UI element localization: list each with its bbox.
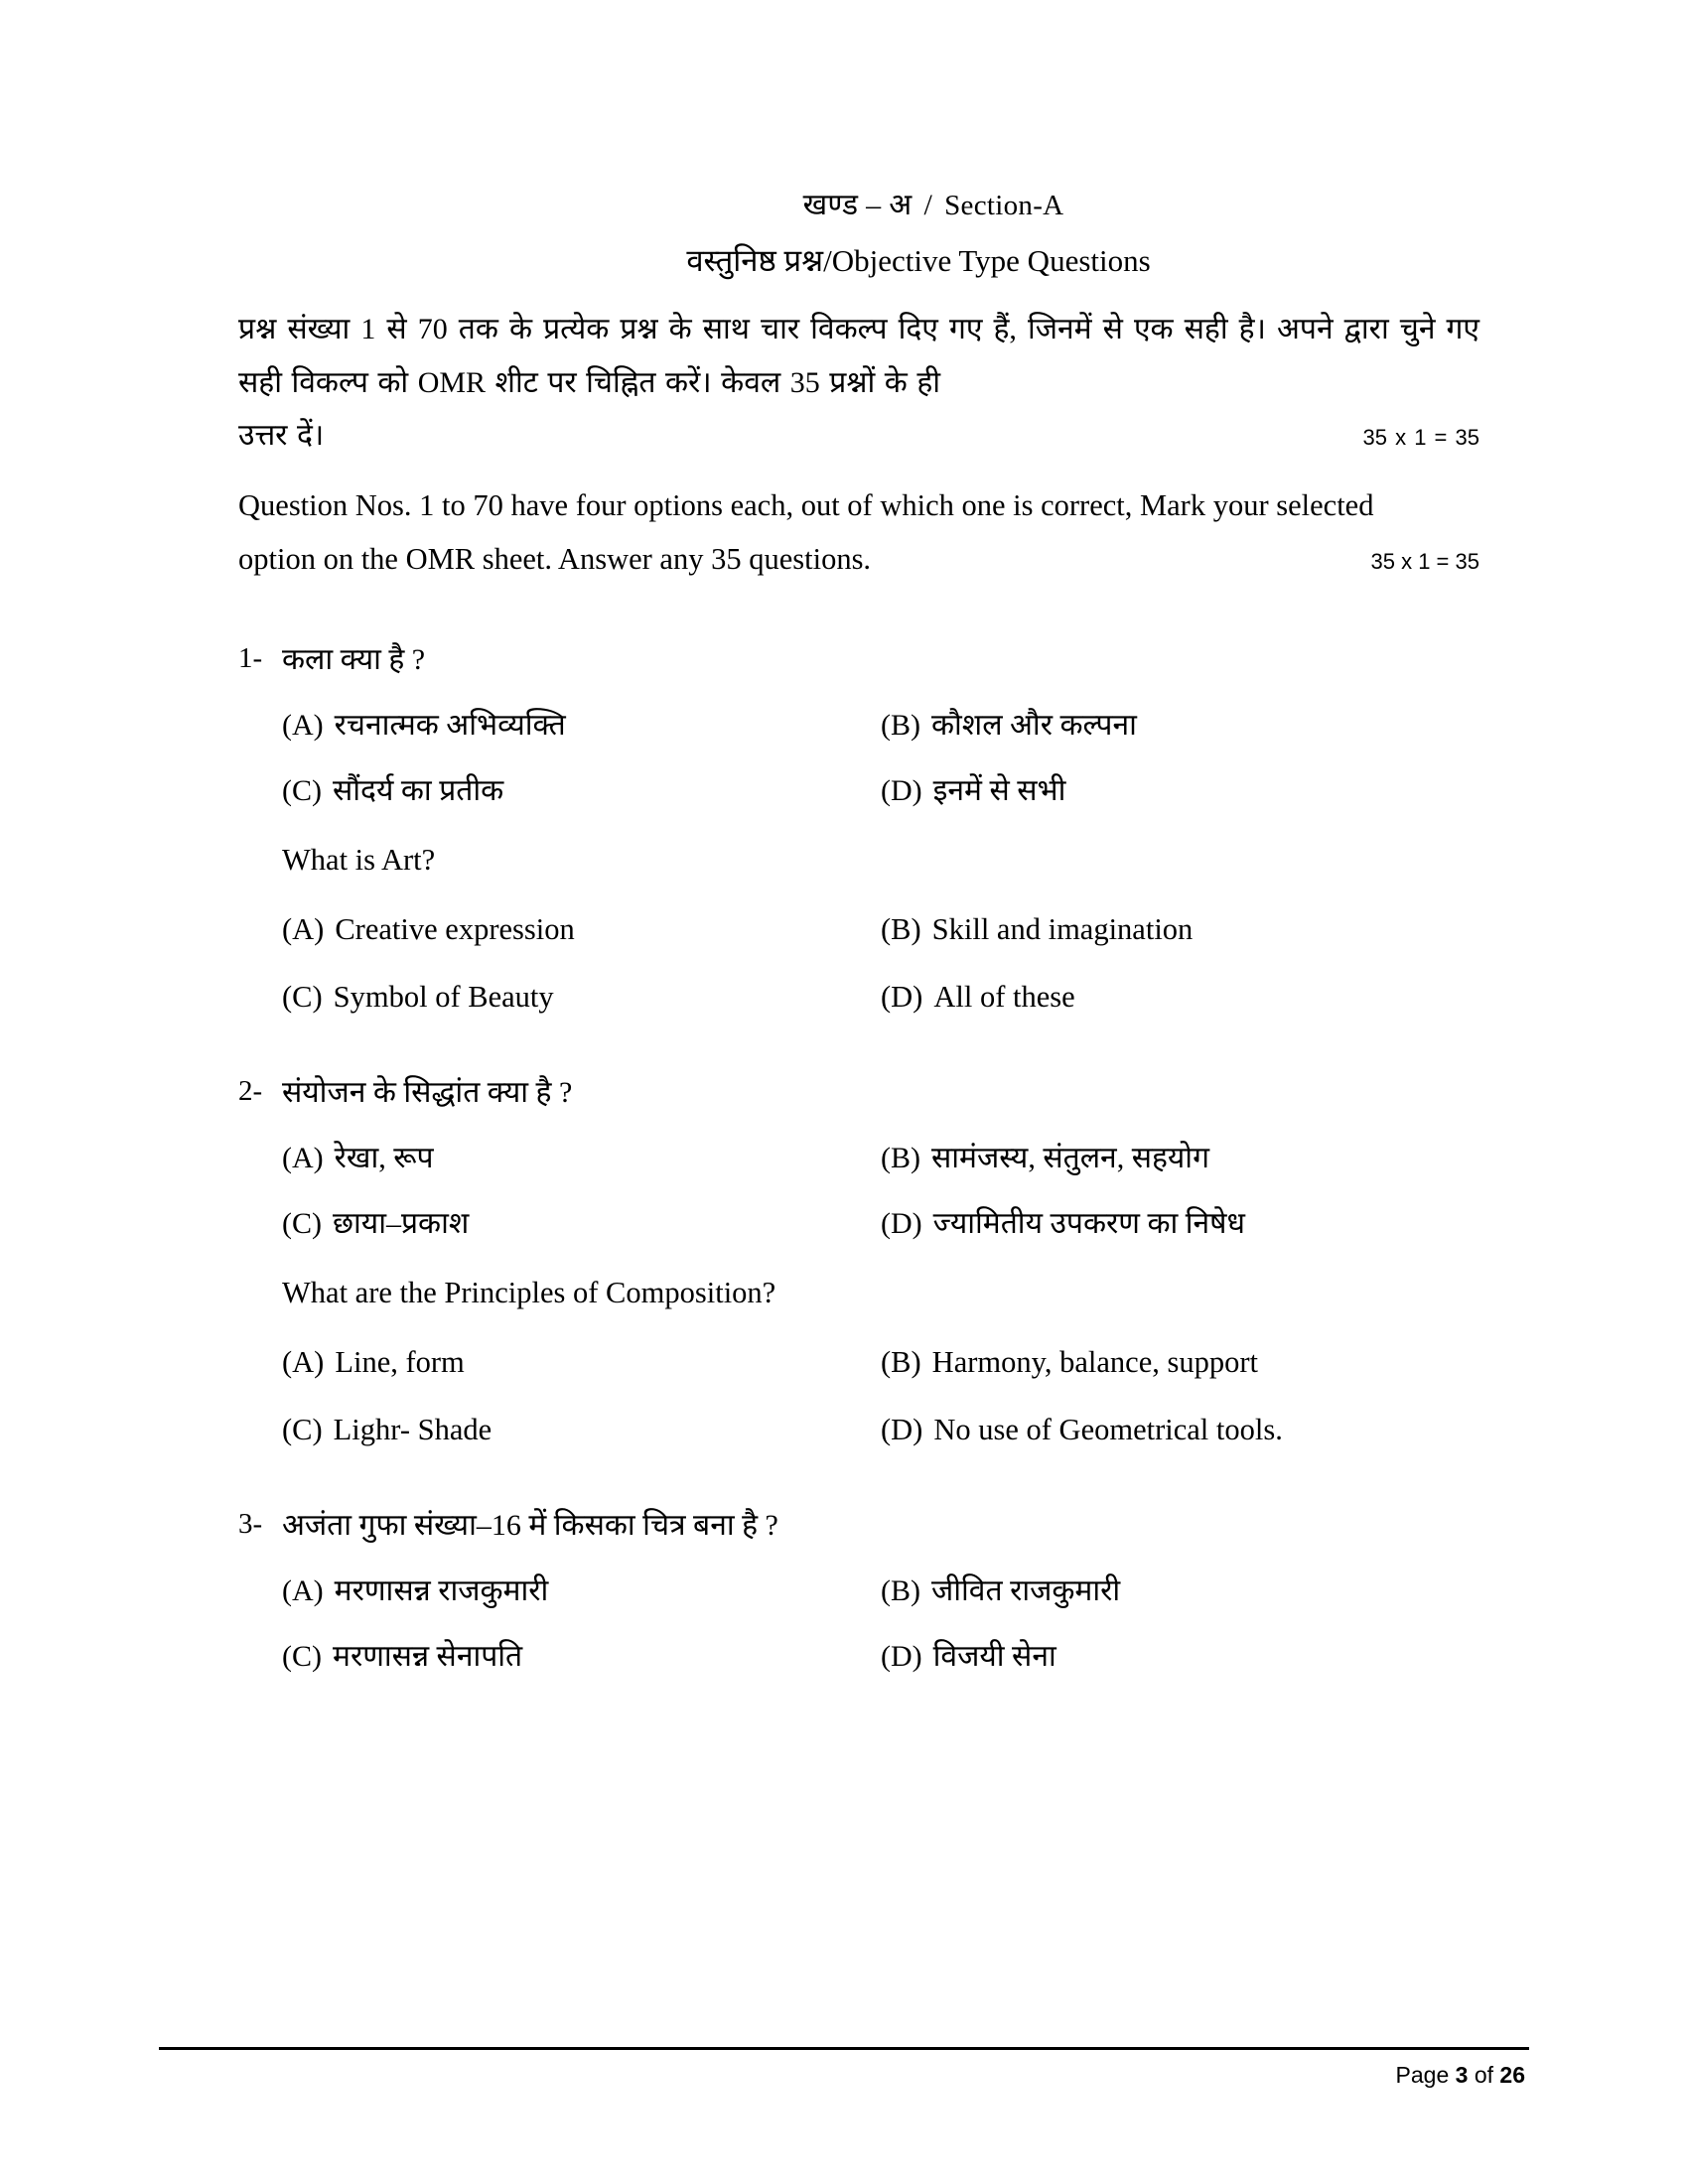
question-number: 2- (238, 1075, 263, 1108)
instructions-english-text: Question Nos. 1 to 70 have four options each, out of which one is correct, Mark your selected (238, 487, 1374, 522)
option-text: छाया–प्रकाश (333, 1206, 470, 1240)
section-heading (238, 184, 1479, 226)
option-label: (C) (282, 980, 323, 1015)
option-text: No use of Geometrical tools. (933, 1413, 1283, 1447)
instructions-english (238, 478, 1479, 587)
question-number: 1- (238, 642, 263, 675)
option-row (282, 907, 1479, 951)
section-heading-english: Section-A (944, 190, 1064, 221)
option-text: जीवित राजकुमारी (931, 1574, 1121, 1608)
instructions-hindi-text: प्रश्न संख्या 1 से 70 तक के प्रत्येक प्रश्न के साथ चार विकल्प दिए गए हैं, जिनमें से एक सही है। अपने द्वारा चुने गए सही विकल्प को OMR शीट पर चिह्नित करें। केवल 35 प्रश्नों के ही (238, 313, 1479, 399)
options-english (238, 907, 1479, 1019)
option-label: (B) (881, 709, 920, 743)
option-a[interactable] (282, 704, 881, 748)
question-block (238, 1070, 1479, 1451)
option-text: सामंजस्य, संतुलन, सहयोग (931, 1142, 1209, 1175)
option-row (282, 704, 1479, 748)
option-label: (B) (881, 1142, 920, 1175)
option-text: Creative expression (335, 911, 575, 946)
marks-hindi: 35 x 1 = 35 (1362, 425, 1479, 451)
subsection-heading-english: Objective Type Questions (831, 242, 1151, 278)
option-label: (C) (282, 1206, 322, 1240)
option-label: (D) (881, 1206, 922, 1240)
option-b-en[interactable] (881, 907, 1479, 951)
option-text: इनमें से सभी (932, 773, 1066, 807)
option-row (282, 1202, 1479, 1246)
option-text: Line, form (335, 1345, 465, 1380)
option-row (282, 1408, 1479, 1451)
option-label: (A) (282, 1142, 324, 1175)
option-d-en[interactable] (881, 975, 1479, 1019)
page-of-label: of (1474, 2062, 1494, 2088)
section-heading-hindi: खण्ड – अ (802, 189, 913, 221)
instructions-hindi (238, 303, 1479, 462)
option-c[interactable] (282, 769, 881, 813)
option-text: रेखा, रूप (334, 1142, 434, 1175)
option-c-en[interactable] (282, 1408, 881, 1451)
option-b-en[interactable] (881, 1340, 1479, 1384)
option-label: (C) (282, 773, 322, 807)
option-text: मरणासन्न राजकुमारी (334, 1574, 549, 1608)
page-footer (159, 2047, 1529, 2089)
options-hindi (238, 1570, 1479, 1678)
instructions-english-lastline: option on the OMR sheet. Answer any 35 questions. (238, 541, 872, 576)
option-d[interactable] (881, 769, 1479, 813)
option-text: मरणासन्न सेनापति (333, 1639, 523, 1673)
marks-english: 35 x 1 = 35 (1370, 548, 1479, 574)
question-block (238, 1503, 1479, 1678)
question-text-hindi: कला क्या है ? (282, 643, 426, 677)
option-c[interactable] (282, 1635, 881, 1679)
option-row (282, 1635, 1479, 1679)
option-text: Skill and imagination (931, 911, 1194, 946)
option-a[interactable] (282, 1137, 881, 1180)
option-label: (A) (282, 1574, 324, 1608)
option-label: (B) (881, 1345, 921, 1380)
page-number-indicator (159, 2050, 1529, 2089)
option-a-en[interactable] (282, 1340, 881, 1384)
option-text: रचनात्मक अभिव्यक्ति (334, 709, 566, 743)
option-label: (A) (282, 709, 324, 743)
option-text: All of these (933, 980, 1075, 1015)
option-b[interactable] (881, 704, 1479, 748)
page-total: 26 (1499, 2062, 1525, 2088)
option-text: Harmony, balance, support (931, 1345, 1259, 1380)
option-label: (C) (282, 1413, 323, 1447)
question-stem-hindi (238, 1070, 1479, 1115)
question-stem-english: What are the Principles of Composition? (282, 1276, 776, 1310)
question-block (238, 637, 1479, 1019)
option-c[interactable] (282, 1202, 881, 1246)
question-number: 3- (238, 1508, 263, 1541)
option-label: (C) (282, 1639, 322, 1673)
option-label: (D) (881, 1413, 923, 1447)
option-label: (D) (881, 1639, 922, 1673)
option-label: (A) (282, 911, 325, 946)
option-d[interactable] (881, 1202, 1479, 1246)
option-a[interactable] (282, 1570, 881, 1613)
option-label: (D) (881, 980, 923, 1015)
page-content (238, 184, 1479, 1678)
page-current: 3 (1455, 2062, 1469, 2088)
question-stem-english: What is Art? (282, 843, 436, 878)
question-text-hindi: अजंता गुफा संख्या–16 में किसका चित्र बना है ? (282, 1509, 778, 1543)
option-row (282, 769, 1479, 813)
option-text: Lighr- Shade (333, 1413, 492, 1447)
option-row (282, 1570, 1479, 1613)
option-row (282, 1137, 1479, 1180)
page-label: Page (1395, 2062, 1450, 2088)
option-label: (B) (881, 911, 921, 946)
option-d[interactable] (881, 1635, 1479, 1679)
option-b[interactable] (881, 1137, 1479, 1180)
option-label: (A) (282, 1345, 325, 1380)
option-text: ज्यामितीय उपकरण का निषेध (932, 1206, 1245, 1240)
option-row (282, 1340, 1479, 1384)
options-hindi (238, 1137, 1479, 1245)
option-label: (D) (881, 773, 922, 807)
option-text: विजयी सेना (932, 1639, 1056, 1673)
instructions-english-lastline-row (238, 532, 1479, 586)
option-b[interactable] (881, 1570, 1479, 1613)
option-row (282, 975, 1479, 1019)
options-english (238, 1340, 1479, 1451)
option-text: कौशल और कल्पना (931, 709, 1137, 743)
instructions-hindi-lastline-row (238, 409, 1479, 462)
option-c-en[interactable] (282, 975, 881, 1019)
question-text-hindi: संयोजन के सिद्धांत क्या है ? (282, 1076, 573, 1110)
option-d-en[interactable] (881, 1408, 1479, 1451)
instructions-hindi-lastline: उत्तर दें। (238, 419, 325, 453)
question-stem-hindi (238, 637, 1479, 682)
section-heading-separator: / (923, 189, 933, 221)
option-text: Symbol of Beauty (333, 980, 554, 1015)
option-a-en[interactable] (282, 907, 881, 951)
question-stem-hindi (238, 1503, 1479, 1548)
subsection-heading-hindi: वस्तुनिष्ठ प्रश्न (686, 242, 824, 278)
option-text: सौंदर्य का प्रतीक (333, 773, 504, 807)
options-hindi (238, 704, 1479, 812)
subsection-heading (238, 240, 1479, 282)
option-label: (B) (881, 1574, 920, 1608)
subsection-heading-separator: / (823, 242, 832, 278)
